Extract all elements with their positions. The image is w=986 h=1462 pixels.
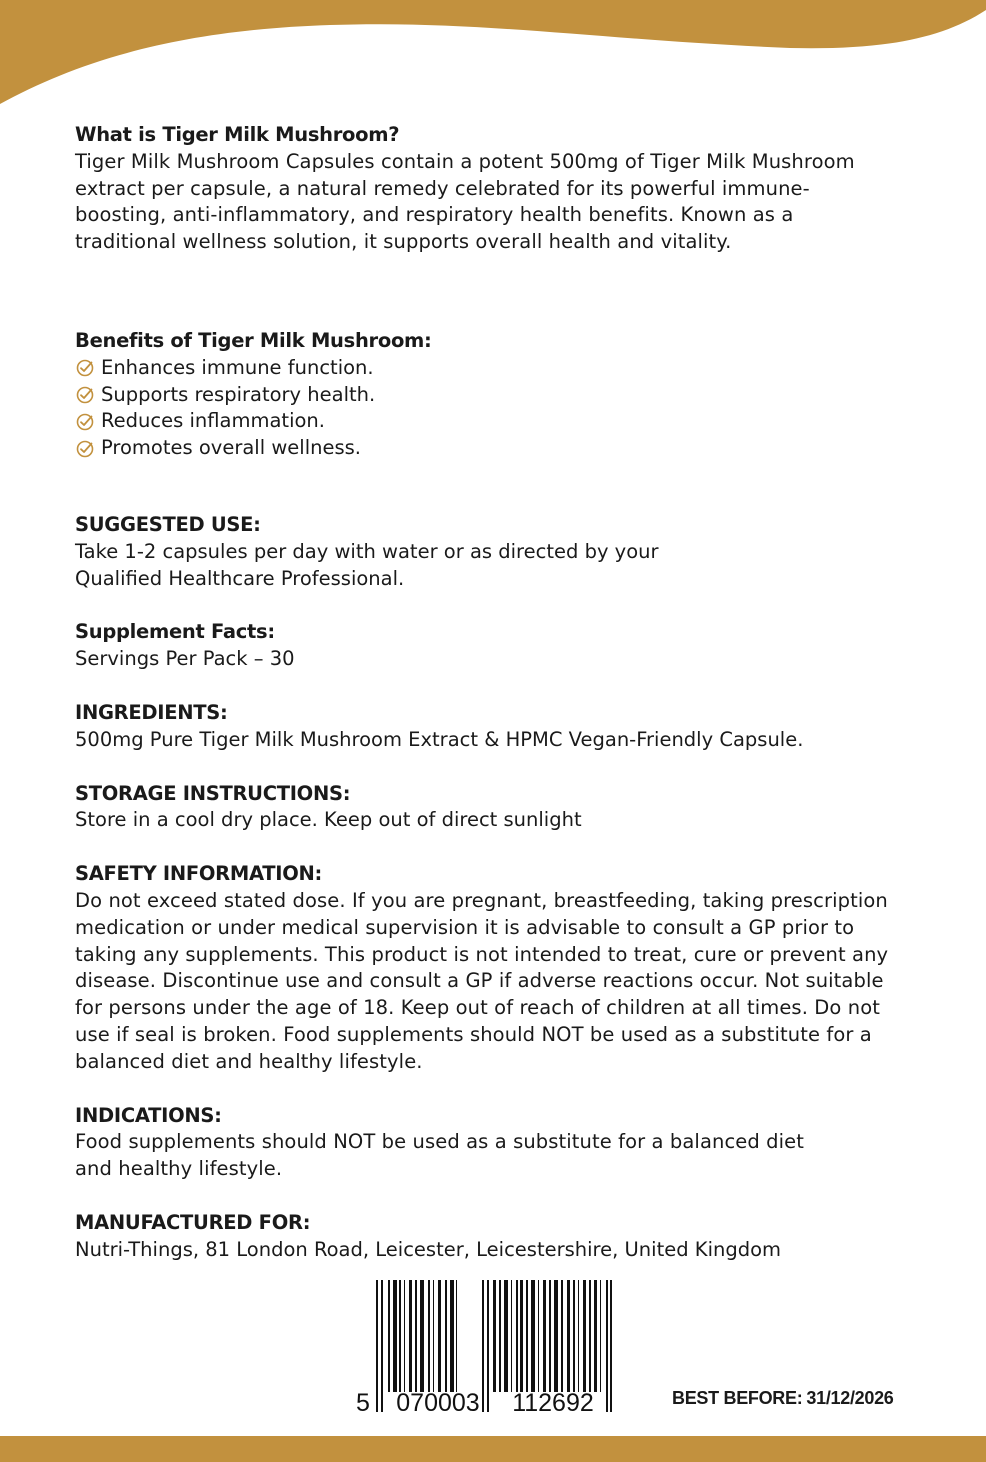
barcode-bar xyxy=(428,1280,430,1392)
barcode-bar xyxy=(393,1280,397,1392)
barcode xyxy=(354,1280,616,1420)
safety-heading: SAFETY INFORMATION: xyxy=(75,862,323,886)
suggested-use-line-2: Qualified Healthcare Professional. xyxy=(75,566,405,590)
check-circle-icon xyxy=(75,385,95,405)
barcode-bar xyxy=(415,1280,417,1392)
supplement-facts-section xyxy=(75,619,905,673)
barcode-bar xyxy=(381,1280,383,1412)
best-before xyxy=(672,1388,894,1409)
barcode-bar xyxy=(433,1280,434,1392)
barcode-bar xyxy=(487,1280,489,1412)
benefit-item xyxy=(75,435,905,462)
top-wave-banner xyxy=(0,0,986,110)
barcode-bar xyxy=(554,1280,558,1392)
suggested-use-heading: SUGGESTED USE: xyxy=(75,512,261,536)
check-circle-icon xyxy=(75,412,95,432)
barcode-bar xyxy=(589,1280,591,1392)
barcode-left-digits: 070003 xyxy=(396,1389,480,1417)
barcode-bar xyxy=(445,1280,447,1392)
best-before-date: 31/12/2026 xyxy=(806,1388,894,1408)
barcode-bar xyxy=(583,1280,586,1392)
barcode-bar xyxy=(606,1280,608,1412)
benefit-text: Supports respiratory health. xyxy=(101,382,376,406)
barcode-bar xyxy=(567,1280,570,1392)
indications-text: Food supplements should NOT be used as a substitute for a balanced diet and healthy lifestyle. xyxy=(75,1130,804,1181)
benefit-text: Reduces inflammation. xyxy=(101,409,325,433)
about-section xyxy=(75,122,905,256)
barcode-right-digits: 112692 xyxy=(512,1389,594,1417)
barcode-bar xyxy=(499,1280,501,1392)
barcode-bar xyxy=(456,1280,457,1392)
barcode-bar xyxy=(561,1280,563,1392)
benefits-heading: Benefits of Tiger Milk Mushroom: xyxy=(75,328,432,352)
barcode-bar xyxy=(516,1280,518,1392)
barcode-bar xyxy=(520,1280,523,1392)
barcode-bar xyxy=(482,1280,484,1412)
barcode-bar xyxy=(610,1280,612,1412)
barcode-bar xyxy=(493,1280,496,1392)
safety-text: Do not exceed stated dose. If you are pregnant, breastfeeding, taking prescription medication or under medical supervision it is advisable to consult a GP prior to taking any supplements. This product is not intended to treat, cure or prevent any disease. Discontinue use and consult a GP if adverse reactions occur. Not suitable for persons under the age of 18. Keep out of reach of children at all times. Do not use if seal is broken. Food supplements should NOT be used as a substitute for a balanced diet and healthy lifestyle. xyxy=(75,888,889,1073)
manufacturer-section xyxy=(75,1210,905,1264)
benefit-text: Promotes overall wellness. xyxy=(101,436,361,460)
supplement-facts-text: Servings Per Pack – 30 xyxy=(75,647,295,671)
benefit-item xyxy=(75,408,905,435)
barcode-bar xyxy=(573,1280,575,1392)
barcode-bar xyxy=(549,1280,551,1392)
benefit-item xyxy=(75,382,905,409)
benefit-item xyxy=(75,355,905,382)
barcode-bar xyxy=(538,1280,539,1392)
check-circle-icon xyxy=(75,358,95,378)
bottom-accent-bar xyxy=(0,1436,986,1462)
barcode-bar xyxy=(388,1280,390,1392)
barcode-bar xyxy=(531,1280,535,1392)
indications-heading: INDICATIONS: xyxy=(75,1103,222,1127)
barcode-bar xyxy=(420,1280,424,1392)
benefit-text: Enhances immune function. xyxy=(101,355,374,379)
manufacturer-heading: MANUFACTURED FOR: xyxy=(75,1210,311,1234)
barcode-bar xyxy=(450,1280,454,1392)
about-text: Tiger Milk Mushroom Capsules contain a potent 500mg of Tiger Milk Mushroom extract per capsule, a natural remedy celebrated for its powerful immune-boosting, anti-inflammatory, and respiratory health benefits. Known as a traditional wellness solution, it supports overall health and vitality. xyxy=(75,149,855,254)
barcode-bar xyxy=(526,1280,528,1392)
barcode-bar xyxy=(409,1280,412,1392)
label-content xyxy=(75,122,905,1264)
benefits-section xyxy=(75,328,905,462)
storage-section xyxy=(75,781,905,835)
barcode-bar xyxy=(578,1280,579,1392)
barcode-bar xyxy=(511,1280,512,1392)
barcode-bar xyxy=(376,1280,378,1412)
barcode-bar xyxy=(404,1280,405,1392)
barcode-bar xyxy=(594,1280,597,1392)
barcode-first-digit: 5 xyxy=(356,1389,370,1417)
suggested-use-section xyxy=(75,512,905,592)
ingredients-section xyxy=(75,700,905,754)
storage-heading: STORAGE INSTRUCTIONS: xyxy=(75,781,351,805)
about-heading: What is Tiger Milk Mushroom? xyxy=(75,123,400,146)
barcode-bar xyxy=(438,1280,441,1392)
barcode-bar xyxy=(600,1280,601,1392)
barcode-bar xyxy=(504,1280,508,1392)
safety-section xyxy=(75,861,905,1075)
ingredients-heading: INGREDIENTS: xyxy=(75,700,228,724)
manufacturer-text: Nutri-Things, 81 London Road, Leicester, Leicestershire, United Kingdom xyxy=(75,1237,782,1261)
check-circle-icon xyxy=(75,439,95,459)
supplement-facts-heading: Supplement Facts: xyxy=(75,620,275,644)
indications-section xyxy=(75,1103,905,1183)
ingredients-text: 500mg Pure Tiger Milk Mushroom Extract & HPMC Vegan-Friendly Capsule. xyxy=(75,727,804,751)
suggested-use-line-1: Take 1-2 capsules per day with water or as directed by your xyxy=(75,539,659,563)
storage-text: Store in a cool dry place. Keep out of direct sunlight xyxy=(75,808,582,832)
barcode-bar xyxy=(543,1280,546,1392)
benefits-list xyxy=(75,355,905,462)
best-before-label: BEST BEFORE: xyxy=(672,1388,803,1408)
barcode-bar xyxy=(399,1280,401,1392)
